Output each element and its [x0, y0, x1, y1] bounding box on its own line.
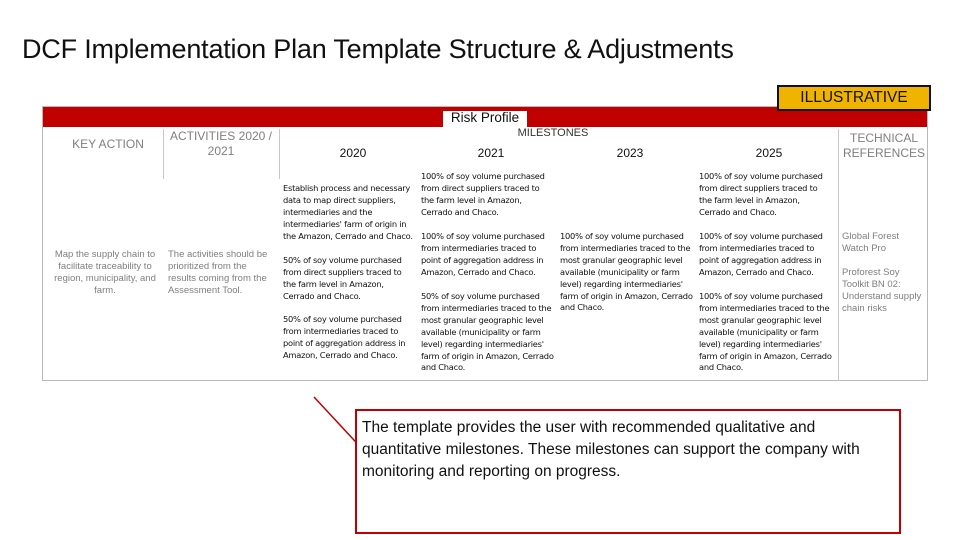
text-line: farm of origin in Amazon, Cerrado	[699, 350, 832, 361]
text-line: Amazon, Cerrado and Chaco.	[699, 266, 814, 277]
text-line: farm of origin in Amazon, Cerrado	[421, 350, 554, 361]
text-line: from direct suppliers traced to	[421, 182, 540, 193]
text-line: 100% of soy volume purchased	[699, 231, 823, 241]
text-line: Proforest Soy	[842, 267, 900, 278]
text-line: from intermediaries traced to the	[560, 242, 691, 253]
text-line: 100% of soy volume purchased	[699, 171, 823, 181]
text-line: region, municipality, and	[54, 273, 156, 284]
text-line: the farm level in Amazon,	[421, 194, 522, 205]
text-line: Global Forest	[842, 231, 900, 242]
text-line: Establish process and necessary	[283, 183, 411, 193]
header-milestones: MILESTONES	[517, 127, 589, 139]
text-line: level) regarding intermediaries'	[699, 338, 822, 349]
header-tech-line: REFERENCES	[842, 146, 925, 160]
text-line: 100% of soy volume purchased	[560, 231, 684, 241]
text-line: from intermediaries traced to	[699, 242, 815, 253]
text-line: 50% of soy volume purchased	[283, 255, 402, 265]
callout-box: The template provides the user with recommended qualitative and quantitative milestones. These milestones can support the company with monitoring and reporting on progress.	[355, 409, 901, 534]
text-line: 100% of soy volume purchased	[421, 231, 545, 241]
header-tech-line: TECHNICAL	[849, 131, 918, 145]
text-line: 50% of soy volume purchased	[421, 291, 540, 301]
text-line: Cerrado and Chaco.	[283, 290, 361, 301]
text-line: prioritized from the	[168, 261, 247, 272]
text-line: and Chaco.	[699, 362, 744, 373]
text-line: from intermediaries traced to	[283, 325, 399, 336]
text-line: from direct suppliers traced to	[283, 266, 402, 277]
text-line: intermediaries' farm of origin in	[283, 218, 407, 229]
text-line: the farm level in Amazon,	[699, 194, 800, 205]
text-line: most granular geographic level	[421, 314, 544, 325]
text-line: the farm level in Amazon,	[283, 278, 384, 289]
text-line: from intermediaries traced to	[421, 242, 537, 253]
text-line: Toolkit BN 02:	[842, 279, 901, 290]
text-line: and Chaco.	[421, 362, 466, 373]
text-line: 50% of soy volume purchased	[283, 314, 402, 324]
text-line: most granular geographic level	[560, 254, 683, 265]
text-line: from direct suppliers traced to	[699, 182, 818, 193]
text-line: Amazon, Cerrado and Chaco.	[421, 266, 536, 277]
text-line: Watch Pro	[842, 243, 886, 254]
text-line: facilitate traceability to	[58, 261, 152, 272]
text-line: Assessment Tool.	[168, 285, 243, 296]
text-line: Map the supply chain to	[54, 249, 156, 260]
text-line: The activities should be	[168, 249, 268, 260]
text-line: from intermediaries traced to the	[421, 302, 552, 313]
text-line: Amazon, Cerrado and Chaco.	[283, 349, 398, 360]
risk-profile-label: Risk Profile	[443, 111, 527, 127]
text-line: intermediaries and the	[283, 206, 373, 217]
text-line: available (municipality or farm	[421, 326, 541, 337]
text-line: farm of origin in Amazon, Cerrado	[560, 290, 693, 301]
header-year-2023: 2023	[616, 146, 644, 160]
text-line: point of aggregation address in	[699, 254, 822, 265]
text-line: results coming from the	[168, 273, 267, 284]
text-line: most granular geographic level	[699, 314, 822, 325]
text-line: level) regarding intermediaries'	[421, 338, 544, 349]
header-activities-line: ACTIVITIES 2020 /	[169, 129, 273, 143]
text-line: data to map direct suppliers,	[283, 194, 396, 205]
text-line: Understand supply	[842, 291, 922, 302]
text-line: 100% of soy volume purchased	[699, 291, 823, 301]
text-line: Cerrado and Chaco.	[421, 206, 499, 217]
text-line: available (municipality or farm	[699, 326, 819, 337]
text-line: available (municipality or farm	[560, 266, 680, 277]
text-line: the Amazon, Cerrado and Chaco.	[283, 230, 413, 241]
text-line: chain risks	[842, 303, 887, 314]
text-line: level) regarding intermediaries'	[560, 278, 683, 289]
header-key-action: KEY ACTION	[72, 137, 144, 151]
header-year-2021: 2021	[477, 146, 505, 160]
page-title: DCF Implementation Plan Template Structure & Adjustments	[22, 34, 734, 64]
text-line: 100% of soy volume purchased	[421, 171, 545, 181]
header-year-2020: 2020	[339, 146, 367, 160]
text-line: point of aggregation address in	[283, 337, 406, 348]
header-activities-line: 2021	[207, 144, 235, 158]
text-line: point of aggregation address in	[421, 254, 544, 265]
text-line: from intermediaries traced to the	[699, 302, 830, 313]
illustrative-badge: ILLUSTRATIVE	[777, 85, 931, 111]
text-line: and Chaco.	[560, 302, 605, 313]
header-year-2025: 2025	[755, 146, 783, 160]
text-line: farm.	[94, 285, 116, 296]
text-line: Cerrado and Chaco.	[699, 206, 777, 217]
